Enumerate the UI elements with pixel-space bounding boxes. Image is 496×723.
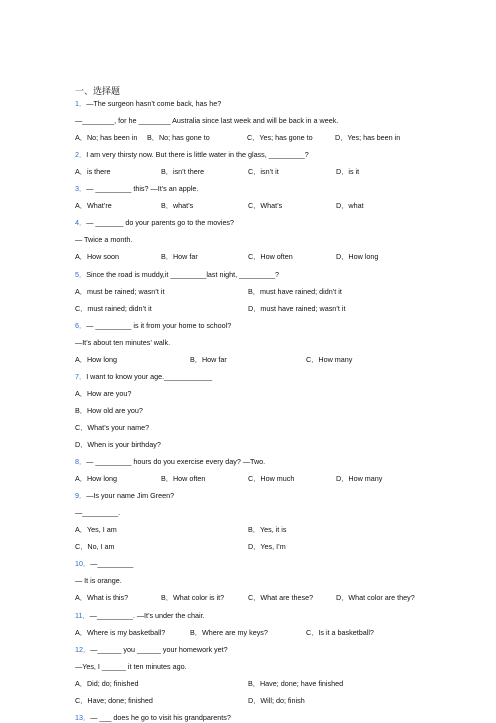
- question-stem: [75, 491, 174, 501]
- question-text: —_________: [90, 559, 134, 569]
- answer-option: B．Have; done; have finished: [248, 678, 344, 688]
- question-stem: [75, 184, 198, 194]
- answer-option: C．How often: [248, 252, 293, 262]
- question-text: — It is orange.: [75, 576, 122, 586]
- question-line: [75, 116, 338, 126]
- answer-option: A．What’re: [75, 201, 112, 211]
- answer-option: B．How far: [161, 252, 198, 262]
- answer-option: A．How soon: [75, 252, 119, 262]
- answer-option: B．What color is it?: [161, 593, 225, 603]
- question-stem: [75, 559, 133, 569]
- question-number: 8．: [75, 457, 87, 467]
- question-stem: [75, 321, 231, 331]
- question-stem: [75, 150, 309, 160]
- answer-option: B．must have rained; didn’t it: [248, 286, 342, 296]
- question-text: —______ you ______ your homework yet?: [90, 644, 228, 654]
- answer-option: C．No, I am: [75, 542, 115, 552]
- answer-option: A．is there: [75, 167, 111, 177]
- answer-option: A．How long: [75, 354, 117, 364]
- question-text: —Is your name Jim Green?: [86, 491, 175, 501]
- question-line: [75, 508, 120, 518]
- question-number: 1．: [75, 99, 87, 108]
- answer-option: A．Where is my basketball?: [75, 627, 166, 637]
- answer-option: B．How old are you?: [75, 405, 143, 415]
- answer-option: C．must rained; didn’t it: [75, 303, 152, 313]
- question-line: [75, 235, 132, 245]
- question-text: —_________. —It’s under the chair.: [89, 610, 205, 620]
- answer-option: B．Where are my keys?: [190, 627, 268, 637]
- answer-option: C．How much: [248, 474, 295, 484]
- question-text: —Yes, I ______ it ten minutes ago.: [75, 661, 187, 671]
- question-number: 6．: [75, 320, 87, 330]
- answer-option: D．How many: [336, 474, 383, 484]
- answer-option: D．is it: [336, 167, 360, 177]
- answer-option: D．Yes; has been in: [335, 133, 401, 143]
- question-text: — _________ hours do you exercise every day? —Two.: [86, 457, 266, 467]
- answer-option: C．Is it a basketball?: [306, 627, 374, 637]
- question-stem: [75, 457, 265, 467]
- answer-option: C．What are these?: [248, 593, 314, 603]
- question-line: [75, 576, 122, 586]
- question-stem: [75, 99, 221, 109]
- answer-option: A．How long: [75, 474, 117, 484]
- question-number: 2．: [75, 150, 87, 160]
- question-number: 7．: [75, 371, 87, 381]
- question-stem: [75, 372, 212, 382]
- question-text: — Twice a month.: [75, 235, 133, 245]
- answer-option: B．what’s: [161, 201, 194, 211]
- question-number: 13．: [75, 712, 91, 722]
- answer-option: D．what: [336, 201, 364, 211]
- answer-option: C．How many: [306, 354, 353, 364]
- answer-option: B．isn’t there: [161, 167, 205, 177]
- question-number: 5．: [75, 269, 87, 279]
- answer-option: C．Yes; has gone to: [247, 133, 313, 143]
- answer-option: D．When is your birthday?: [75, 440, 161, 449]
- question-text: — _________ this? —It’s an apple.: [86, 184, 199, 194]
- answer-option: A．must be rained; wasn’t it: [75, 286, 165, 296]
- question-line: [75, 662, 187, 672]
- answer-option: C．What’s: [248, 201, 283, 211]
- answer-option: C．isn’t it: [248, 167, 279, 177]
- question-text: I am very thirsty now. But there is little water in the glass, _________?: [86, 150, 309, 160]
- question-text: — _________ is it from your home to school?: [86, 320, 232, 330]
- answer-option: D．Will; do; finish: [248, 695, 305, 705]
- question-stem: [75, 218, 234, 228]
- question-stem: [75, 270, 279, 280]
- answer-option: D．Yes, I’m: [248, 542, 286, 552]
- answer-option: A．What is this?: [75, 593, 129, 603]
- answer-option: D．must have rained; wasn’t it: [248, 303, 346, 313]
- question-text: — _______ do your parents go to the movies?: [86, 218, 235, 228]
- question-line: [75, 338, 170, 348]
- answer-option: C．Have; done; finished: [75, 695, 153, 705]
- question-number: 9．: [75, 491, 87, 501]
- answer-option: A．How are you?: [75, 388, 132, 398]
- question-text: —The surgeon hasn’t come back, has he?: [86, 99, 222, 108]
- answer-option: B．How often: [161, 474, 206, 484]
- question-number: 11．: [75, 610, 90, 620]
- question-number: 12．: [75, 644, 91, 654]
- question-text: —_________.: [75, 508, 121, 518]
- answer-option: B．No; has gone to: [147, 133, 210, 143]
- answer-option: B．Yes, it is: [248, 525, 287, 535]
- answer-option: D．How long: [336, 252, 379, 262]
- answer-option: D．What color are they?: [336, 593, 415, 603]
- answer-option: C．What’s your name?: [75, 422, 150, 432]
- answer-option: A．Yes, I am: [75, 525, 117, 535]
- question-text: —It’s about ten minutes’ walk.: [75, 337, 171, 347]
- question-stem: [75, 645, 228, 655]
- question-text: Since the road is muddy,it _________last night, _________?: [86, 269, 280, 279]
- answer-option: A．Did; do; finished: [75, 678, 139, 688]
- question-number: 4．: [75, 218, 87, 228]
- question-stem: [75, 713, 231, 723]
- answer-option: B．How far: [190, 354, 227, 364]
- question-stem: [75, 611, 205, 621]
- question-text: —________, for he ________ Australia since last week and will be back in a week.: [75, 116, 339, 126]
- question-text: — ___ does he go to visit his grandparents?: [90, 712, 231, 722]
- question-number: 3．: [75, 184, 87, 194]
- question-text: I want to know your age.____________: [86, 371, 213, 381]
- answer-option: A．No; has been in: [75, 133, 138, 143]
- question-number: 10．: [75, 559, 91, 569]
- section-title: 一、选择题: [75, 86, 121, 96]
